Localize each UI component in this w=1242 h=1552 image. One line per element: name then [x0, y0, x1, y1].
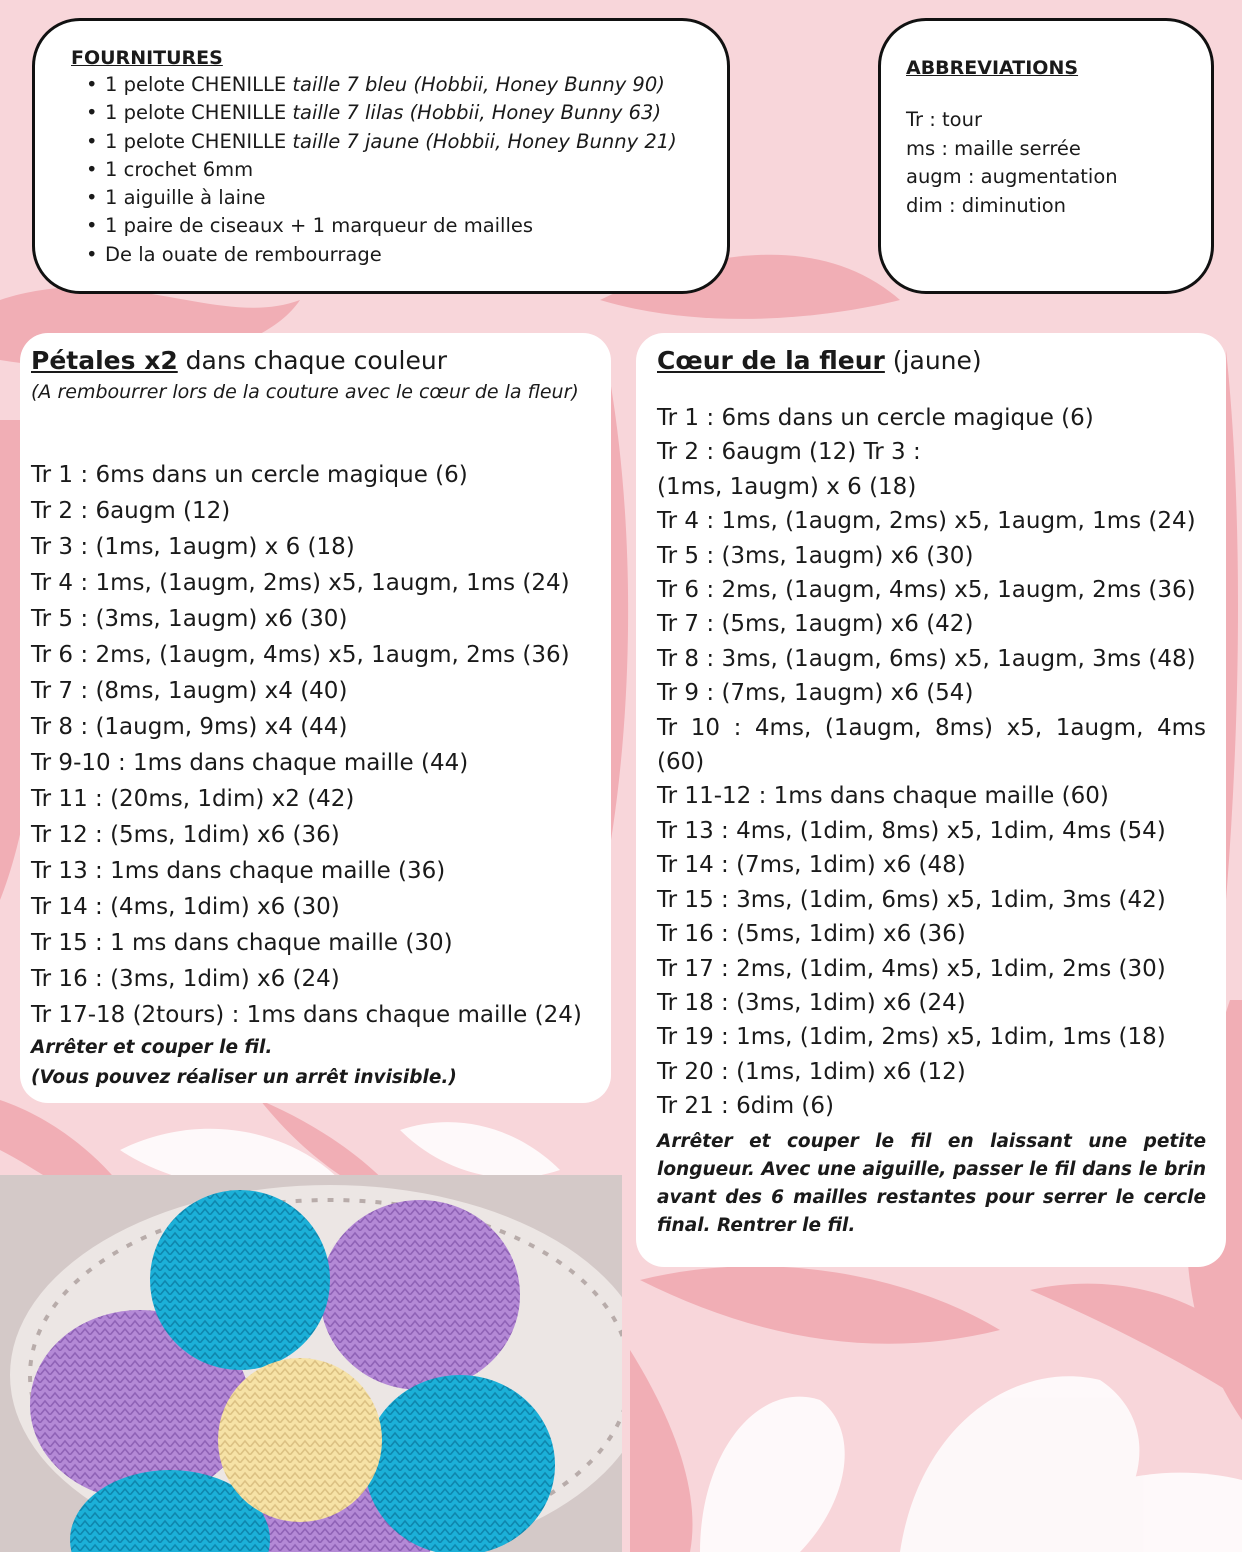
supplies-item-text: 1 paire de ciseaux + 1 marqueur de mailles [105, 214, 534, 238]
pattern-row: (1ms, 1augm) x 6 (18) [657, 473, 917, 500]
supplies-item-detail: taille 7 bleu (Hobbii, Honey Bunny 90) [292, 73, 665, 96]
pattern-row: Tr 17 : 2ms, (1dim, 4ms) x5, 1dim, 2ms (30) [657, 955, 1166, 982]
pattern-row: Tr 17-18 (2tours) : 1ms dans chaque maille (24) [31, 1002, 582, 1028]
pattern-row: Tr 13 : 1ms dans chaque maille (36) [31, 858, 446, 884]
petals-rows [31, 457, 611, 1033]
abbreviation-item: augm : augmentation [906, 165, 1118, 188]
pattern-row: Tr 19 : 1ms, (1dim, 2ms) x5, 1dim, 1ms (18) [657, 1024, 1166, 1051]
abbreviation-item: Tr : tour [906, 108, 982, 131]
pattern-row: Tr 2 : 6augm (12) [31, 498, 231, 524]
pattern-row: Tr 13 : 4ms, (1dim, 8ms) x5, 1dim, 4ms (54) [657, 817, 1166, 844]
pattern-row: Tr 6 : 2ms, (1augm, 4ms) x5, 1augm, 2ms (36) [31, 642, 570, 668]
pattern-row: Tr 8 : (1augm, 9ms) x4 (44) [31, 714, 348, 740]
flower-cushion-illustration [0, 1175, 622, 1552]
pattern-row: Tr 7 : (5ms, 1augm) x6 (42) [657, 611, 974, 638]
center-subtitle: (jaune) [884, 346, 982, 375]
pattern-row: Tr 15 : 1 ms dans chaque maille (30) [31, 930, 453, 956]
pattern-row: Tr 9 : (7ms, 1augm) x6 (54) [657, 680, 974, 707]
petals-closing-2: (Vous pouvez réaliser un arrêt invisible.) [31, 1067, 457, 1088]
center-closing: Arrêter et couper le fil en laissant une petite longueur. Avec une aiguille, passer le fil dans le brin avant des 6 mailles restantes pour serrer le cercle final. Rentrer le fil. [657, 1130, 1206, 1236]
pattern-row: Tr 6 : 2ms, (1augm, 4ms) x5, 1augm, 2ms (36) [657, 577, 1196, 604]
supplies-item-detail: taille 7 jaune (Hobbii, Honey Bunny 21) [292, 129, 677, 153]
pattern-row: Tr 9-10 : 1ms dans chaque maille (44) [31, 750, 469, 776]
abbreviations-card [878, 18, 1214, 294]
pattern-row: Tr 2 : 6augm (12) Tr 3 : [657, 439, 921, 466]
pattern-row: Tr 14 : (7ms, 1dim) x6 (48) [657, 852, 966, 879]
petals-pattern-card [20, 333, 611, 1103]
petals-subtitle: dans chaque couleur [177, 346, 447, 375]
blue-petal [150, 1190, 330, 1370]
pattern-row: Tr 18 : (3ms, 1dim) x6 (24) [657, 989, 966, 1016]
abbreviation-item: dim : diminution [906, 193, 1067, 217]
supplies-item [105, 241, 727, 269]
supplies-title: FOURNITURES [71, 47, 223, 69]
supplies-item-text: De la ouate de rembourrage [105, 242, 382, 266]
supplies-item [105, 71, 727, 99]
flower-center-pattern-card [636, 333, 1226, 1267]
supplies-item [105, 184, 727, 212]
supplies-item [105, 156, 727, 184]
pattern-row: Tr 20 : (1ms, 1dim) x6 (12) [657, 1058, 966, 1085]
pattern-row: Tr 11-12 : 1ms dans chaque maille (60) [657, 783, 1109, 810]
pattern-row: Tr 5 : (3ms, 1augm) x6 (30) [31, 606, 348, 632]
pattern-row: Tr 4 : 1ms, (1augm, 2ms) x5, 1augm, 1ms (24) [31, 570, 570, 596]
pattern-row: Tr 21 : 6dim (6) [657, 1093, 834, 1120]
center-rows [657, 401, 1206, 1124]
supplies-item [105, 128, 727, 156]
pattern-row: Tr 4 : 1ms, (1augm, 2ms) x5, 1augm, 1ms (24) [657, 508, 1196, 535]
pattern-row: Tr 7 : (8ms, 1augm) x4 (40) [31, 678, 348, 704]
supplies-item [105, 99, 727, 127]
abbreviation-item: ms : maille serrée [906, 136, 1081, 160]
pattern-row: Tr 1 : 6ms dans un cercle magique (6) [657, 405, 1094, 431]
supplies-item-text: 1 crochet 6mm [105, 157, 254, 181]
pattern-row: Tr 3 : (1ms, 1augm) x 6 (18) [31, 534, 355, 560]
pattern-row: Tr 8 : 3ms, (1augm, 6ms) x5, 1augm, 3ms (48) [657, 645, 1196, 672]
petals-title: Pétales x2 [31, 346, 178, 375]
pattern-row: Tr 1 : 6ms dans un cercle magique (6) [31, 462, 468, 488]
abbreviations-title: ABBREVIATIONS [906, 57, 1079, 79]
pattern-row: Tr 5 : (3ms, 1augm) x6 (30) [657, 542, 974, 569]
purple-petal [320, 1200, 520, 1390]
supplies-card [32, 18, 730, 294]
pattern-row: Tr 11 : (20ms, 1dim) x2 (42) [31, 786, 355, 812]
petals-closing-1: Arrêter et couper le fil. [31, 1037, 273, 1058]
supplies-item-text: 1 pelote CHENILLE [105, 129, 293, 153]
pattern-row: Tr 16 : (3ms, 1dim) x6 (24) [31, 966, 340, 992]
petals-note: (A rembourrer lors de la couture avec le cœur de la fleur) [31, 381, 579, 403]
supplies-item-detail: taille 7 lilas (Hobbii, Honey Bunny 63) [292, 101, 662, 125]
center-title: Cœur de la fleur [657, 346, 885, 375]
flower-cushion-photo [0, 1175, 622, 1552]
pattern-row: Tr 10 : 4ms, (1augm, 8ms) x5, 1augm, 4ms (60) [657, 714, 1206, 776]
pattern-row: Tr 15 : 3ms, (1dim, 6ms) x5, 1dim, 3ms (42) [657, 886, 1166, 913]
pattern-row: Tr 12 : (5ms, 1dim) x6 (36) [31, 822, 340, 848]
center-heading [657, 343, 1206, 379]
pattern-row: Tr 14 : (4ms, 1dim) x6 (30) [31, 894, 340, 920]
pattern-row: Tr 16 : (5ms, 1dim) x6 (36) [657, 921, 966, 948]
petals-heading [31, 343, 611, 379]
supplies-item-text: 1 pelote CHENILLE [105, 101, 293, 125]
supplies-list [71, 71, 727, 269]
supplies-item-text: 1 pelote CHENILLE [105, 73, 293, 96]
yellow-center [218, 1358, 382, 1522]
supplies-item [105, 212, 727, 240]
blue-petal [365, 1375, 555, 1552]
supplies-item-text: 1 aiguille à laine [105, 186, 266, 210]
